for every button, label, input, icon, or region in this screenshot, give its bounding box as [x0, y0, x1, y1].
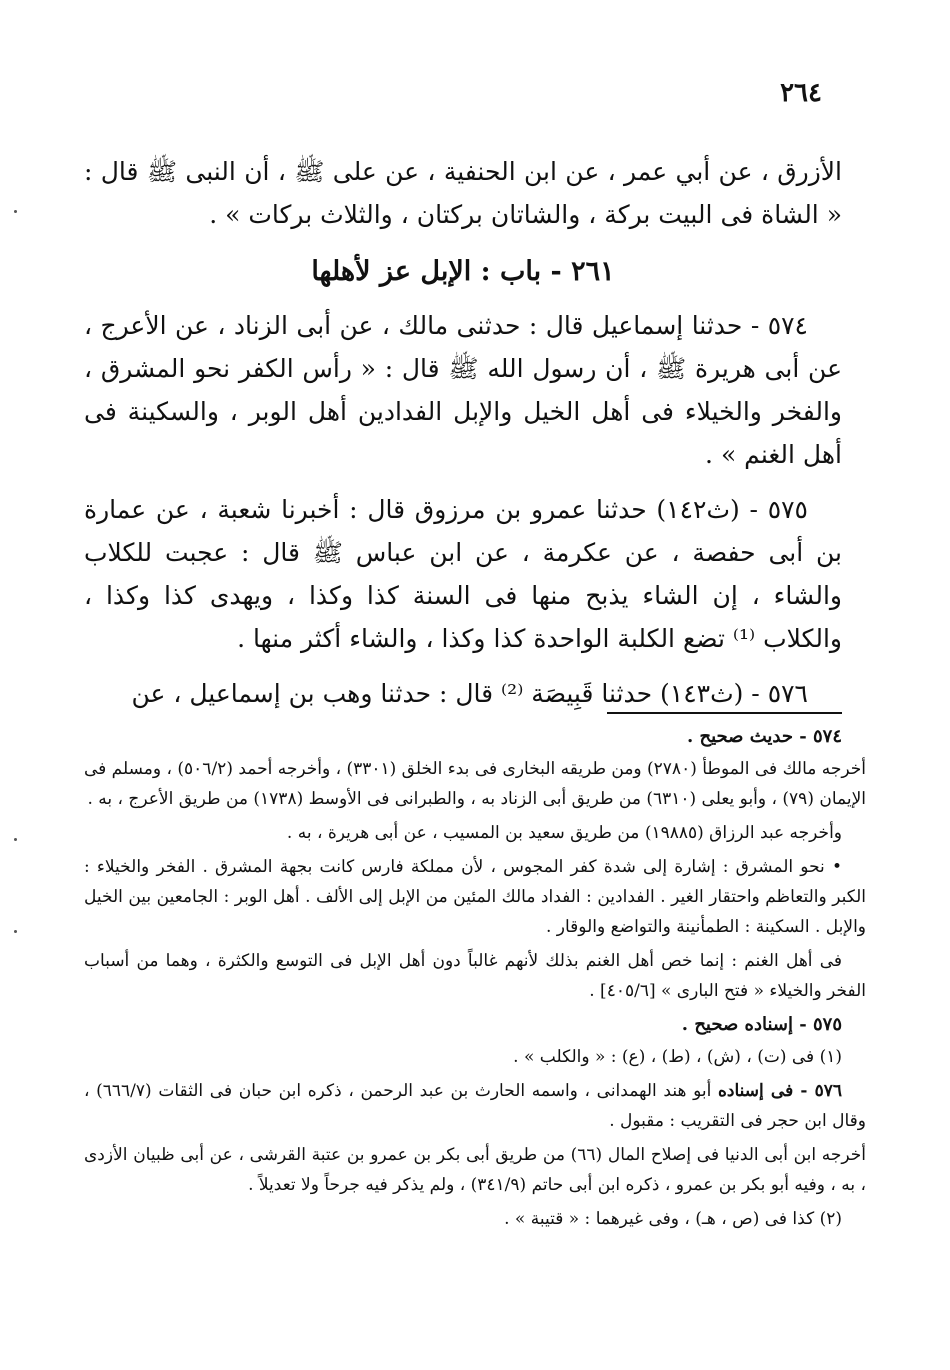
note-576-variant: (٢) كذا فى (ص ، هـ) ، وفى غيرهما : « قتيبة » .	[504, 1209, 842, 1229]
hadith-576: ٥٧٦ - (ث١٤٣) حدثنا قَبِيصَة ⁽²⁾ قال : حدثنا وهب بن إسماعيل ، عن	[131, 679, 808, 708]
note-576-isnad	[84, 1076, 866, 1136]
note-576-takhrij: أخرجه ابن أبى الدنيا فى إصلاح المال (٦٦) من طريق أبى بكر بن عمرو بن عتبة القرشى ، عن أبى ظبيان الأزدى ، به ، وفيه أبو بكر بن عمرو ، ذكره ابن أبى حاتم (٣٤١/٩) ، ولم يذكر فيه جرحاً ولا تعديلاً .	[84, 1145, 866, 1195]
note-574-takhrij: أخرجه مالك فى الموطأ (٢٧٨٠) ومن طريقه البخارى فى بدء الخلق (٣٣٠١) ، وأخرجه أحمد (٥٠٦/٢) ، ومسلم فى الإيمان (٧٩) ، وأبو يعلى (٦٣١٠) من طريق أبى الزناد به ، والطبرانى فى الأوسط (١٧٣٨) من طريق الأعرج ، به .	[83, 759, 866, 809]
note-574-heading: ٥٧٤ - حديث صحيح .	[686, 726, 842, 747]
margin-speck	[14, 210, 17, 213]
page-number: ٢٦٤	[780, 78, 822, 108]
main-text	[84, 150, 842, 727]
margin-speck	[14, 930, 17, 933]
note-574-fath: فى أهل الغنم : إنما خص أهل الغنم بذلك لأنهم غالباً دون أهل الإبل فى التوسع والكثرة ، وهما من أسباب الفخر والخيلاء « فتح البارى » [٤٠٥/٦] .	[84, 951, 866, 1001]
footnotes	[84, 722, 866, 1238]
note-575-heading: ٥٧٥ - إسناده صحيح .	[681, 1014, 842, 1035]
note-575-variant: (١) فى (ت) ، (ش) ، (ط) ، (ع) : « والكلب » .	[513, 1047, 842, 1067]
hadith-575: ٥٧٥ - (ث١٤٢) حدثنا عمرو بن مرزوق قال : أخبرنا شعبة ، عن عمارة بن أبى حفصة ، عن عكرمة ، عن ابن عباس ﷺ قال : عجبت للكلاب والشاء ، إن الشاء يذبح منها فى السنة كذا وكذا ، ويهدى كذا وكذا ، والكلاب ⁽¹⁾ تضع الكلبة الواحدة كذا وكذا ، والشاء أكثر منها .	[84, 495, 842, 653]
margin-speck	[14, 838, 17, 841]
paragraph-continuation: الأزرق ، عن أبي عمر ، عن ابن الحنفية ، عن على ﷺ ، أن النبى ﷺ قال : « الشاة فى البيت بركة ، والشاتان بركتان ، والثلاث بركات » .	[84, 157, 842, 229]
footnote-separator	[607, 712, 842, 714]
note-576-label: ٥٧٦ - فى إسناده	[717, 1081, 842, 1101]
chapter-heading: ٢٦١ - باب : الإبل عز لأهلها	[311, 256, 615, 287]
note-574-abdurrazzaq: وأخرجه عبد الرزاق (١٩٨٨٥) من طريق سعيد بن المسيب ، عن أبى هريرة ، به .	[286, 823, 842, 843]
note-576-text: أبو هند الهمدانى ، واسمه الحارث بن عبد الرحمن ، ذكره ابن حبان فى الثقات (٦٦٦/٧) ، وقال ابن حجر فى التقريب : مقبول .	[84, 1081, 866, 1131]
note-574-gloss: • نحو المشرق : إشارة إلى شدة كفر المجوس ، لأن مملكة فارس كانت بجهة المشرق . الفخر والخيلاء : الكبر والتعاظم واحتقار الغير . الفدادين : الفداد مالك المئين من الإبل إلى الألف . أهل الوبر : الجامعين بين الخيل والإبل . السكينة : الطمأنينة والتواضع والوقار .	[84, 857, 866, 937]
hadith-574: ٥٧٤ - حدثنا إسماعيل قال : حدثنى مالك ، عن أبى الزناد ، عن الأعرج ، عن أبى هريرة ﷺ ، أن رسول الله ﷺ قال : « رأس الكفر نحو المشرق ، والفخر والخيلاء فى أهل الخيل والإبل الفدادين أهل الوبر ، والسكينة فى أهل الغنم » .	[84, 311, 842, 469]
